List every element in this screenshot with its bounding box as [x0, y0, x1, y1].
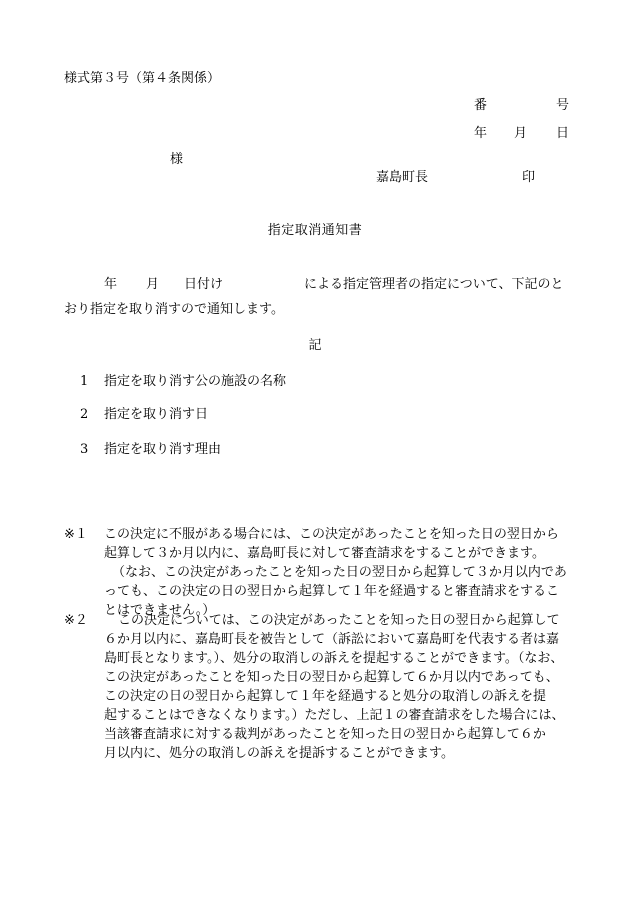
- date-month-label: 月: [514, 126, 528, 141]
- note-line: とはできません。）: [104, 603, 216, 618]
- body-line-1: [64, 278, 574, 294]
- addressee-honorific: 様: [170, 152, 184, 167]
- document-number-label: 番: [474, 98, 488, 113]
- document-number-suffix: 号: [556, 98, 570, 113]
- note-line: この決定に不服がある場合には、この決定があったことを知った日の翌日から: [104, 527, 559, 542]
- body-dated-label: 日付け: [184, 277, 224, 292]
- item-number: 3: [80, 442, 89, 457]
- body-line-2: おり指定を取り消すので通知します。: [64, 302, 284, 317]
- note-mark: ※１: [64, 527, 88, 542]
- item-label: 指定を取り消す理由: [104, 442, 222, 457]
- note-line: っても、この決定の日の翌日から起算して１年を経過すると審査請求をするこ: [104, 584, 560, 599]
- date-day-label: 日: [556, 126, 570, 141]
- item-label: 指定を取り消す日: [104, 407, 209, 422]
- note-line: この決定の日の翌日から起算して１年を経過すると処分の取消しの訴えを提: [104, 689, 547, 704]
- note-line: 当該審査請求に対する裁判があったことを知った日の翌日から起算して６か: [104, 727, 546, 742]
- note-line: （なお、この決定があったことを知った日の翌日から起算して３か月以内であ: [112, 565, 567, 580]
- list-item: [80, 443, 221, 456]
- note-line: この決定については、この決定があったことを知った日の翌日から起算して: [118, 613, 560, 628]
- item-label: 指定を取り消す公の施設の名称: [104, 374, 287, 389]
- note-line: ６か月以内に、嘉島町長を被告として（訴訟において嘉島町を代表する者は嘉: [104, 632, 560, 647]
- document-title: 指定取消通知書: [267, 223, 363, 238]
- note-line: この決定があったことを知った日の翌日から起算して６か月以内であっても、: [104, 670, 559, 685]
- list-item: [80, 408, 208, 421]
- issuer-name: 嘉島町長: [376, 170, 429, 185]
- date-year-label: 年: [474, 126, 488, 141]
- body-month-label: 月: [146, 277, 160, 292]
- body-year-label: 年: [104, 277, 118, 292]
- seal-mark: 印: [522, 170, 536, 185]
- note-line: 起することはできなくなります。）ただし、上記１の審査請求をした場合には、: [104, 708, 565, 723]
- form-number: 様式第３号（第４条関係）: [64, 71, 221, 86]
- ki-heading: 記: [308, 338, 322, 353]
- note-mark: ※２: [64, 613, 88, 628]
- item-number: 2: [80, 407, 89, 422]
- note-line: 島町長となります。）、処分の取消しの訴えを提起することができます。（なお、: [104, 651, 564, 666]
- body-text-continuation: による指定管理者の指定について、下記のと: [304, 277, 564, 292]
- item-number: 1: [80, 374, 89, 389]
- list-item: [80, 375, 286, 388]
- note-line: 起算して３か月以内に、嘉島町長に対して審査請求をすることができます。: [104, 546, 545, 561]
- note-line: 月以内に、処分の取消しの訴えを提訴することができます。: [104, 746, 454, 761]
